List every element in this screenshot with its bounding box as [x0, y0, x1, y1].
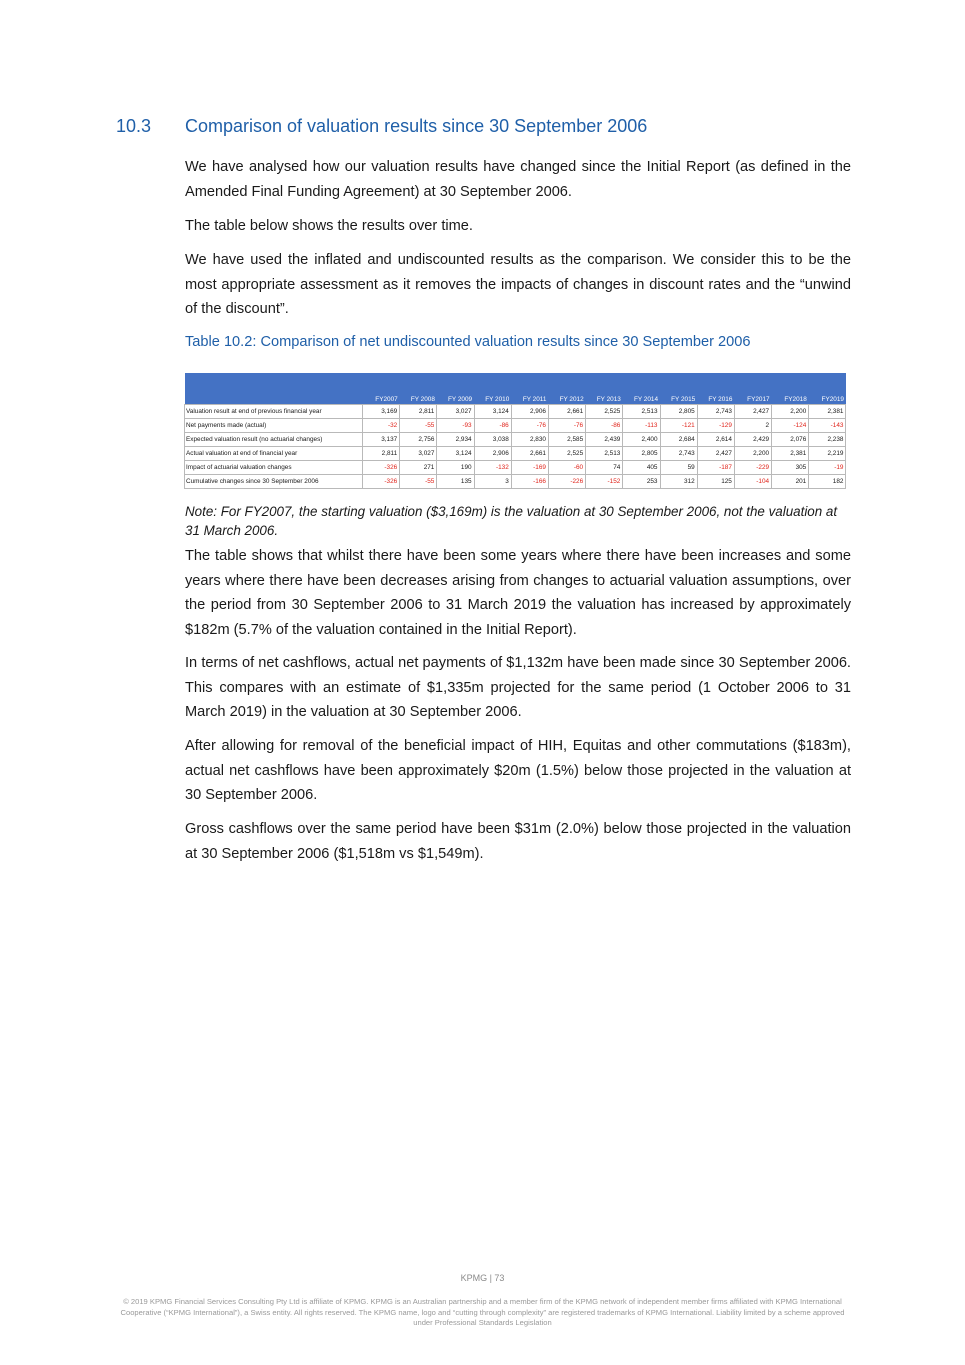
- table-cell: -124: [772, 419, 809, 433]
- table-cell: 2,934: [437, 433, 474, 447]
- table-cell: 2,756: [400, 433, 437, 447]
- table-cell: 2,743: [697, 405, 734, 419]
- table-cell: 2,200: [772, 405, 809, 419]
- table-cell: -60: [548, 461, 585, 475]
- table-cell: -326: [363, 461, 400, 475]
- table-header-cell: FY 2012: [548, 373, 585, 405]
- table-cell: 312: [660, 475, 697, 489]
- table-cell: 2,811: [363, 447, 400, 461]
- table-cell: -93: [437, 419, 474, 433]
- table-cell: -76: [548, 419, 585, 433]
- table-cell: -113: [623, 419, 660, 433]
- table-cell: 271: [400, 461, 437, 475]
- table-row: [185, 461, 846, 475]
- table-cell: 2,805: [623, 447, 660, 461]
- table-cell: 2,513: [586, 447, 623, 461]
- table-header-blank: [185, 373, 363, 405]
- table-cell: 2,439: [586, 433, 623, 447]
- row-label: Net payments made (actual): [185, 419, 363, 433]
- table-cell: 2,684: [660, 433, 697, 447]
- table-cell: 182: [809, 475, 846, 489]
- row-label: Valuation result at end of previous financial year: [185, 405, 363, 419]
- table-row: [185, 475, 846, 489]
- table-header-cell: FY2007: [363, 373, 400, 405]
- table-cell: -169: [511, 461, 548, 475]
- table-cell: -86: [474, 419, 511, 433]
- table-cell: -229: [734, 461, 771, 475]
- paragraph-net-cashflows: In terms of net cashflows, actual net payments of $1,132m have been made since 30 September 2006. This compares with an estimate of $1,335m projected for the same period (1 October 2006 to 31 March 2019) in the valuation at 30 September 2006.: [185, 655, 851, 720]
- paragraph-intro: We have analysed how our valuation results have changed since the Initial Report (as defined in the Amended Final Funding Agreement) at 30 September 2006.: [185, 159, 851, 200]
- table-cell: 2,429: [734, 433, 771, 447]
- table-row: [185, 447, 846, 461]
- table-cell: -166: [511, 475, 548, 489]
- table-note: Note: For FY2007, the starting valuation ($3,169m) is the valuation at 30 September 2006, not the valuation at 31 March 2006.: [185, 504, 838, 538]
- row-label: Actual valuation at end of financial year: [185, 447, 363, 461]
- paragraph-method: We have used the inflated and undiscounted results as the comparison. We consider this to be the most appropriate assessment as it removes the impacts of changes in discount rates and the “unwind of the discount”.: [185, 252, 851, 317]
- table-caption: Table 10.2: Comparison of net undiscounted valuation results since 30 September 2006: [185, 334, 751, 350]
- table-cell: -104: [734, 475, 771, 489]
- table-cell: 2,427: [734, 405, 771, 419]
- footer-legal-text: © 2019 KPMG Financial Services Consulting Pty Ltd is affiliate of KPMG. KPMG is an Australian partnership and a member firm of the KPMG network of independent member firms affiliated with KPMG International Cooperative (“KPMG International”), a Swiss entity. All rights reserved. The KPMG name, logo and “cutting through complexity” are registered trademarks of KPMG International. Liability limited by a scheme approved under Professional Standards Legislation: [120, 1297, 845, 1327]
- table-cell: 2,427: [697, 447, 734, 461]
- table-row: [185, 419, 846, 433]
- table-row: [185, 433, 846, 447]
- table-cell: -86: [586, 419, 623, 433]
- row-label: Expected valuation result (no actuarial changes): [185, 433, 363, 447]
- table-cell: 3,038: [474, 433, 511, 447]
- table-cell: 2,200: [734, 447, 771, 461]
- section-title: Comparison of valuation results since 30 September 2006: [185, 116, 648, 136]
- table-header-cell: FY 2010: [474, 373, 511, 405]
- page-number: KPMG | 73: [460, 1273, 505, 1283]
- paragraph-commutations: After allowing for removal of the beneficial impact of HIH, Equitas and other commutations ($183m), actual net cashflows have been approximately $20m (1.5%) below those projected in the valuation at 30 September 2006.: [185, 738, 851, 803]
- table-cell: 2,525: [586, 405, 623, 419]
- valuation-comparison-table: [184, 373, 846, 489]
- table-cell: 2,906: [511, 405, 548, 419]
- table-cell: 2,513: [623, 405, 660, 419]
- table-cell: 2,811: [400, 405, 437, 419]
- table-cell: 2,906: [474, 447, 511, 461]
- table-row: [185, 405, 846, 419]
- table-cell: 125: [697, 475, 734, 489]
- table-cell: 2,743: [660, 447, 697, 461]
- row-label: Impact of actuarial valuation changes: [185, 461, 363, 475]
- table-cell: -152: [586, 475, 623, 489]
- table-body: [185, 405, 846, 489]
- table-cell: 305: [772, 461, 809, 475]
- table-cell: 3,169: [363, 405, 400, 419]
- table-cell: 3,124: [437, 447, 474, 461]
- paragraph-gross-cashflows: Gross cashflows over the same period have been $31m (2.0%) below those projected in the valuation at 30 September 2006 ($1,518m vs $1,549m).: [185, 821, 851, 862]
- table-cell: -121: [660, 419, 697, 433]
- table-cell: 2,238: [809, 433, 846, 447]
- table-cell: 190: [437, 461, 474, 475]
- table-cell: 2,830: [511, 433, 548, 447]
- table-header-cell: FY 2015: [660, 373, 697, 405]
- table-header-row: [185, 373, 846, 405]
- table-cell: 2,400: [623, 433, 660, 447]
- table-cell: -19: [809, 461, 846, 475]
- table-cell: 2,525: [548, 447, 585, 461]
- table-cell: 2,661: [511, 447, 548, 461]
- table-cell: -326: [363, 475, 400, 489]
- table-cell: -55: [400, 419, 437, 433]
- valuation-table-container: [184, 373, 846, 489]
- table-cell: 405: [623, 461, 660, 475]
- table-cell: -76: [511, 419, 548, 433]
- table-header-cell: FY 2011: [511, 373, 548, 405]
- paragraph-table-intro: The table below shows the results over time.: [185, 218, 473, 234]
- table-cell: 3,027: [437, 405, 474, 419]
- row-label: Cumulative changes since 30 September 2006: [185, 475, 363, 489]
- table-cell: 59: [660, 461, 697, 475]
- table-cell: 2,661: [548, 405, 585, 419]
- table-header-cell: FY 2014: [623, 373, 660, 405]
- table-cell: 2,076: [772, 433, 809, 447]
- table-cell: 253: [623, 475, 660, 489]
- table-cell: 3: [474, 475, 511, 489]
- table-cell: 2: [734, 419, 771, 433]
- table-cell: -32: [363, 419, 400, 433]
- table-cell: 135: [437, 475, 474, 489]
- section-number: 10.3: [116, 116, 152, 136]
- table-header-cell: FY 2016: [697, 373, 734, 405]
- table-cell: -143: [809, 419, 846, 433]
- table-cell: -129: [697, 419, 734, 433]
- paragraph-results: The table shows that whilst there have been some years where there have been increases and some years where there have been decreases arising from changes to actuarial valuation assumptions, over the period from 30 September 2006 to 31 March 2019 the valuation has increased by approximately $182m (5.7% of the valuation contained in the Initial Report).: [185, 548, 851, 638]
- table-cell: 201: [772, 475, 809, 489]
- table-header-cell: FY 2008: [400, 373, 437, 405]
- table-cell: 2,585: [548, 433, 585, 447]
- table-header-cell: FY2019: [809, 373, 846, 405]
- table-cell: 3,124: [474, 405, 511, 419]
- table-header-cell: FY2017: [734, 373, 771, 405]
- table-cell: 2,219: [809, 447, 846, 461]
- table-cell: -132: [474, 461, 511, 475]
- table-cell: -187: [697, 461, 734, 475]
- table-header-cell: FY 2013: [586, 373, 623, 405]
- table-cell: 3,027: [400, 447, 437, 461]
- table-cell: -55: [400, 475, 437, 489]
- table-header-cell: FY2018: [772, 373, 809, 405]
- table-header-cell: FY 2009: [437, 373, 474, 405]
- table-cell: 3,137: [363, 433, 400, 447]
- table-cell: 2,381: [809, 405, 846, 419]
- table-cell: -226: [548, 475, 585, 489]
- table-cell: 2,381: [772, 447, 809, 461]
- section-heading: [116, 116, 647, 137]
- table-cell: 2,614: [697, 433, 734, 447]
- table-cell: 74: [586, 461, 623, 475]
- table-cell: 2,805: [660, 405, 697, 419]
